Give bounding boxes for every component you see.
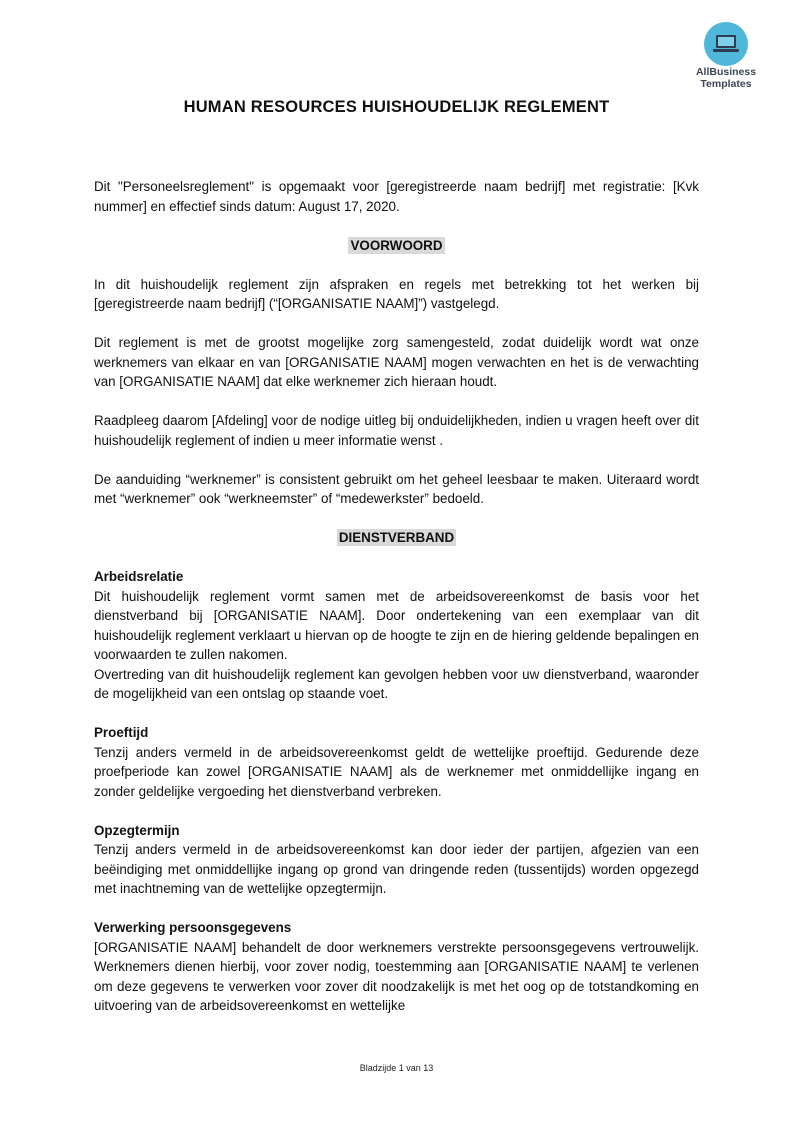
voorwoord-paragraph-4: De aanduiding “werknemer” is consistent gebruikt om het geheel leesbaar te maken. Uiteraard wordt met “werknemer” ook “werkneemster” of “medewerkster” bedoeld.: [94, 471, 699, 506]
arbeidsrelatie-paragraph-2: Overtreding van dit huishoudelijk reglement kan gevolgen hebben voor uw dienstverband, waaronder de mogelijkheid van een ontslag op staande voet.: [94, 666, 699, 701]
voorwoord-paragraph-3: Raadpleeg daarom [Afdeling] voor de nodige uitleg bij onduidelijkheden, indien u vragen heeft over dit huishoudelijk reglement of indien u meer informatie wenst .: [94, 413, 699, 448]
logo-line-2: Templates: [700, 78, 752, 90]
voorwoord-paragraph-1: In dit huishoudelijk reglement zijn afspraken en regels met betrekking tot het werken bij [geregistreerde naam bedrijf] (“[ORGANISATIE NAAM]”) vastgelegd.: [94, 276, 699, 311]
intro-paragraph: Dit "Personeelsreglement" is opgemaakt voor [geregistreerde naam bedrijf] met registratie: [Kvk nummer] en effectief sinds datum: August 17, 2020.: [94, 179, 699, 214]
voorwoord-paragraph-2: Dit reglement is met de grootst mogelijke zorg samengesteld, zodat duidelijk wordt wat onze werknemers van elkaar en van [ORGANISATIE NAAM] mogen verwachten en het is de verwachting van [ORGANISATIE NAAM] dat elke werknemer zich hieraan houdt.: [94, 335, 699, 389]
opzegtermijn-paragraph: Tenzij anders vermeld in de arbeidsovereenkomst kan door ieder der partijen, afgezien van een beëindiging met onmiddellijke ingang op grond van dringende reden (tussentijds) worden opgezegd met inachtneming van de wettelijke opzegtermijn.: [94, 842, 699, 896]
proeftijd-paragraph: Tenzij anders vermeld in de arbeidsovereenkomst geldt de wettelijke proeftijd. Gedurende deze proefperiode kan zowel [ORGANISATIE NAAM] als de werknemer met onmiddellijke ingang en zonder geldelijke vergoeding het dienstverband verbreken.: [94, 744, 699, 799]
subheading-proeftijd: Proeftijd: [94, 725, 149, 740]
verwerking-paragraph: [ORGANISATIE NAAM] behandelt de door werknemers verstrekte persoonsgegevens vertrouwelijk. Werknemers dienen hierbij, voor zover nodig, toestemming aan [ORGANISATIE NAAM] te verlenen om deze gegevens te verwerken voor zover dit noodzakelijk is met het oog op de totstandkoming en uitvoering van de arbeidsovereenkomst en wettelijke: [94, 939, 699, 1013]
subheading-verwerking-persoonsgegevens: Verwerking persoonsgegevens: [94, 920, 292, 935]
document-title: HUMAN RESOURCES HUISHOUDELIJK REGLEMENT: [183, 98, 610, 116]
page-number-footer: Bladzijde 1 van 13: [359, 1063, 434, 1073]
arbeidsrelatie-paragraph-1: Dit huishoudelijk reglement vormt samen met de arbeidsovereenkomst de basis voor het dienstverband bij [ORGANISATIE NAAM]. Door ondertekening van een exemplaar van dit huishoudelijk reglement verklaart u hiervan op de hoogte te zijn en de hiering geldende bepalingen en voorwaarden te zullen nakomen.: [94, 588, 699, 662]
section-heading-voorwoord: [94, 236, 699, 256]
section-heading-label: DIENSTVERBAND: [338, 530, 455, 545]
subheading-arbeidsrelatie: Arbeidsrelatie: [94, 569, 184, 584]
company-logo: [690, 22, 762, 94]
laptop-icon: [704, 22, 748, 66]
section-heading-dienstverband: [94, 528, 699, 548]
section-heading-label: VOORWOORD: [350, 237, 443, 253]
logo-text: [690, 66, 762, 90]
document-body: [94, 177, 699, 1016]
logo-line-1: AllBusiness: [695, 66, 757, 78]
subheading-opzegtermijn: Opzegtermijn: [94, 822, 180, 838]
